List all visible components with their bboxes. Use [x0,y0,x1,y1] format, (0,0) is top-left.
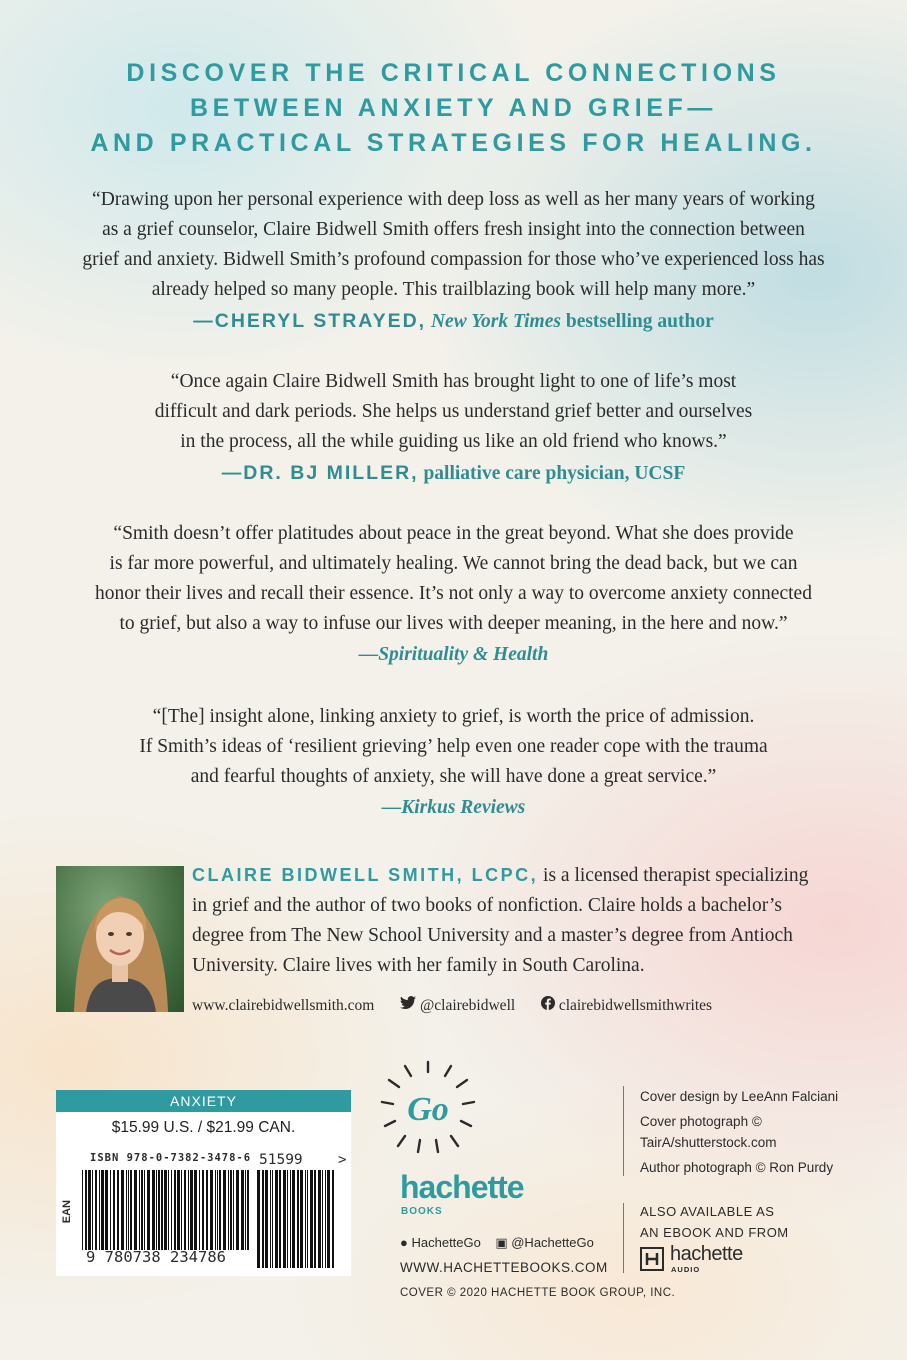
barcode-bar [126,1170,127,1250]
attribution-description: palliative care physician, UCSF [423,463,686,484]
barcode-bar [95,1170,97,1250]
bio-line: in grief and the author of two books of nonfiction. Claire holds a bachelor’s [192,895,782,916]
quote-attribution [0,792,907,824]
facebook-icon [541,996,555,1015]
barcode-box [56,1090,351,1276]
hachette-go-logo [378,1060,478,1170]
barcode-bar [171,1170,172,1250]
quote-line: “Once again Claire Bidwell Smith has brought light to one of life’s most [170,371,737,392]
quote-strayed [0,185,907,338]
divider [623,1086,624,1176]
hachette-wordmark: hachette [400,1169,524,1205]
barcode-bar [219,1170,221,1250]
barcode-bar [307,1170,308,1268]
credit-line: Author photograph © Ron Purdy [640,1160,834,1175]
quote-miller [0,367,907,490]
barcode-bar [310,1170,313,1268]
quote-line: is far more powerful, and ultimately healing. We cannot bring the dead back, but we can [109,553,798,574]
barcode-bar [230,1170,232,1250]
hachette-audio-icon [640,1247,664,1271]
headline-line-2: BETWEEN ANXIETY AND GRIEF— [189,94,718,122]
barcode-digits: 9 780738 234786 [86,1248,226,1266]
facebook-icon: ● [400,1235,408,1250]
publisher-url[interactable]: WWW.HACHETTEBOOKS.COM [400,1260,608,1275]
go-logo-text: Go [407,1091,449,1128]
quote-kirkus [0,702,907,824]
barcode-bar [275,1170,278,1268]
price-label: $15.99 U.S. / $21.99 CAN. [111,1119,296,1136]
barcode-bar [210,1170,213,1250]
author-photo [56,866,184,1012]
author-portrait-illustration [56,866,184,1012]
barcode-bar [184,1170,186,1250]
attribution-source: —Spirituality & Health [358,644,549,665]
ean-label: EAN [61,1200,73,1224]
price-code-arrow: > [338,1152,347,1168]
barcode-bar [305,1170,306,1268]
barcode-bar [279,1170,281,1268]
credit-line: Cover design by LeeAnn Falciani [640,1089,839,1104]
barcode-bar [92,1170,93,1250]
quote-line: already helped so many people. This trailblazing book will help many more.” [151,279,756,300]
also-line: ALSO AVAILABLE AS [640,1204,775,1219]
barcode-bar [297,1170,299,1268]
barcode-bar [314,1170,316,1268]
quote-line: and fearful thoughts of anxiety, she will have done a great service.” [190,766,717,787]
barcode-bar [325,1170,326,1268]
barcode-bar [113,1170,115,1250]
barcode-bar [265,1170,268,1268]
barcode-bar [130,1170,132,1250]
attribution-name: —DR. BJ MILLER, [221,462,419,484]
headline-line-1: DISCOVER THE CRITICAL CONNECTIONS [126,59,781,87]
author-facebook-link[interactable]: clairebidwellsmithwrites [558,996,713,1014]
quote-line: as a grief counselor, Claire Bidwell Smith offers fresh insight into the connection between [102,219,805,240]
attribution-name: —CHERYL STRAYED, [193,310,427,332]
publisher-social [400,1235,594,1251]
publisher-facebook-link[interactable]: HachetteGo [411,1235,481,1250]
author-website-link[interactable]: www.clairebidwellsmith.com [192,996,375,1014]
quote-line: difficult and dark periods. She helps us understand grief better and ourselves [154,401,753,422]
barcode-bar [156,1170,157,1250]
price-code-digits: 51599 [259,1152,303,1168]
instagram-icon: ▣ [495,1235,508,1250]
barcode-bar [247,1170,249,1250]
also-line: AN EBOOK AND FROM [640,1225,789,1240]
attribution-publication: New York Times [430,311,561,332]
hachette-audio-wordmark: hachette [670,1243,743,1265]
barcode-bar [262,1170,264,1268]
barcode-bar [322,1170,323,1268]
barcode-bar [117,1170,119,1250]
barcode-bar [152,1170,155,1250]
barcode-bar [144,1170,145,1250]
price-barcode [257,1170,335,1268]
barcode-bar [147,1170,150,1250]
author-social-links [192,996,712,1015]
barcode-bar [199,1170,200,1250]
bio-line-1-text: is a licensed therapist specializing [538,865,809,886]
barcode-bar [158,1170,160,1250]
quote-line: honor their lives and recall their essence. It’s not only a way to overcome anxiety connected [95,583,812,604]
barcode-bar [241,1170,244,1250]
barcode-bar [121,1170,124,1250]
barcode-bar [272,1170,273,1268]
credit-line: Cover photograph © [640,1114,762,1129]
quote-line: If Smith’s ideas of ‘resilient grieving’ help even one reader cope with the trauma [139,736,768,757]
barcode-bar [88,1170,91,1250]
also-available [640,1201,789,1243]
barcode-bar [177,1170,180,1250]
barcode-bar [300,1170,303,1268]
barcode-bar [190,1170,193,1250]
quote-attribution [0,457,907,490]
barcode-bar [110,1170,111,1250]
author-bio [192,860,852,981]
quote-line: to grief, but also a way to infuse our lives with deeper meaning, in the here and now.” [119,613,788,634]
barcode-bar [257,1170,260,1268]
barcode-bar [181,1170,182,1250]
barcode-bar [236,1170,239,1250]
barcode-bar [215,1170,216,1250]
credits [640,1086,838,1178]
barcode-bar [139,1170,140,1250]
barcode-bar [99,1170,100,1250]
barcode-bar [332,1170,334,1268]
quote-line: in the process, all the while guiding us like an old friend who knows.” [180,431,727,452]
barcode-bar [128,1170,129,1250]
credit-line: TairA/shutterstock.com [640,1135,777,1150]
quote-line: “[The] insight alone, linking anxiety to grief, is worth the price of admission. [152,706,755,727]
publisher-instagram-link[interactable]: @HachetteGo [511,1235,594,1250]
attribution-source: —Kirkus Reviews [381,797,526,818]
barcode-bar [270,1170,271,1268]
barcode-bar [327,1170,330,1268]
divider [623,1203,624,1273]
headline-line-3: AND PRACTICAL STRATEGIES FOR HEALING. [90,129,817,157]
attribution-description: bestselling author [565,311,714,332]
barcode-bar [318,1170,321,1268]
category-label: ANXIETY [56,1090,351,1112]
barcode-bar [233,1170,234,1250]
barcode-bar [217,1170,218,1250]
bio-line: degree from The New School University and a master’s degree from Antioch [192,925,793,946]
barcode-bar [85,1170,87,1250]
barcode-bar [82,1170,83,1250]
barcode-bar [194,1170,197,1250]
isbn-label: ISBN 978-0-7382-3478-6 [90,1152,252,1164]
isbn-barcode [82,1170,250,1250]
barcode-bar [141,1170,143,1250]
quote-line: grief and anxiety. Bidwell Smith’s profound compassion for those who’ve experienced loss has [82,249,825,270]
books-label: BOOKS [401,1206,443,1217]
bio-line: University. Claire lives with her family in South Carolina. [192,955,645,976]
barcode-bar [174,1170,176,1250]
copyright-notice: COVER © 2020 HACHETTE BOOK GROUP, INC. [400,1287,676,1299]
quote-attribution [0,639,907,671]
barcode-bar [105,1170,108,1250]
barcode-bar [206,1170,208,1250]
bio-author-name: CLAIRE BIDWELL SMITH, LCPC, [192,865,539,885]
quote-attribution [0,305,907,338]
bio-line [192,860,852,891]
headline [0,56,907,161]
barcode-bar [134,1170,137,1250]
barcode-bar [101,1170,104,1250]
twitter-icon [400,996,416,1015]
barcode-bar [287,1170,288,1268]
barcode-bar [228,1170,229,1250]
barcode-bar [283,1170,286,1268]
barcode-bar [161,1170,163,1250]
barcode-bar [223,1170,226,1250]
barcode-bar [292,1170,295,1268]
quote-line: “Drawing upon her personal experience with deep loss as well as her many years of working [92,189,815,210]
barcode-bar [164,1170,167,1250]
barcode-bar [188,1170,189,1250]
barcode-bar [290,1170,291,1268]
barcode-bar [245,1170,246,1250]
barcode-bar [202,1170,204,1250]
author-twitter-link[interactable]: @clairebidwell [420,996,516,1014]
quote-spirituality-health [0,519,907,671]
quote-line: “Smith doesn’t offer platitudes about peace in the great beyond. What she does provide [113,523,794,544]
audio-label: AUDIO [671,1265,701,1274]
barcode-bar [168,1170,169,1250]
